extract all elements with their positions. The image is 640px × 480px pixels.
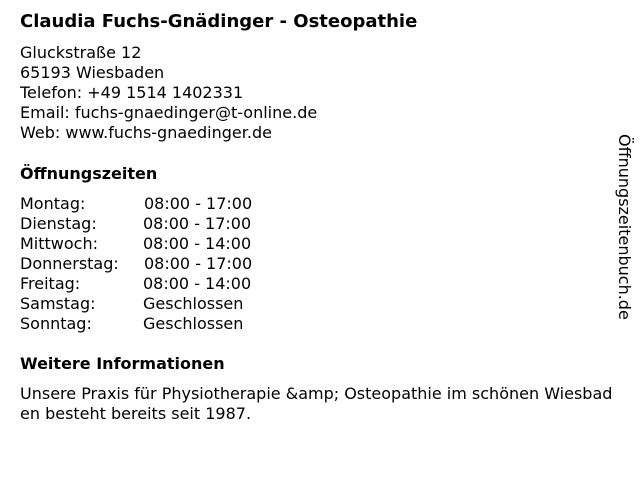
- address-street: Gluckstraße 12: [20, 43, 142, 62]
- hours-day: Samstag:: [20, 294, 96, 313]
- hours-time: 08:00 - 17:00: [144, 254, 253, 273]
- hours-time: 08:00 - 17:00: [143, 214, 252, 233]
- brand-watermark: Öffnungszeitenbuch.de: [615, 134, 634, 320]
- opening-hours-heading: Öffnungszeiten: [20, 164, 158, 183]
- hours-time: 08:00 - 17:00: [144, 194, 253, 213]
- address-city: 65193 Wiesbaden: [20, 63, 165, 82]
- hours-time: Geschlossen: [143, 314, 244, 333]
- hours-day: Dienstag:: [20, 214, 97, 233]
- hours-day: Freitag:: [20, 274, 81, 293]
- email-line: Email: fuchs-gnaedinger@t-online.de: [20, 103, 318, 122]
- more-info-heading: Weitere Informationen: [20, 354, 225, 373]
- hours-time: 08:00 - 14:00: [143, 274, 252, 293]
- page-title: Claudia Fuchs-Gnädinger - Osteopathie: [20, 11, 418, 32]
- hours-day: Montag:: [20, 194, 86, 213]
- hours-day: Sonntag:: [20, 314, 92, 333]
- phone-line: Telefon: +49 1514 1402331: [20, 83, 244, 102]
- hours-day: Mittwoch:: [20, 234, 98, 253]
- web-line: Web: www.fuchs-gnaedinger.de: [20, 123, 272, 142]
- more-info-text: Unsere Praxis für Physiotherapie &amp; Osteopathie im schönen Wiesbaden besteht bereits seit 1987.: [20, 384, 613, 423]
- hours-time: Geschlossen: [143, 294, 244, 313]
- hours-day: Donnerstag:: [20, 254, 119, 273]
- contact-block: [20, 43, 317, 143]
- hours-time: 08:00 - 14:00: [143, 234, 252, 253]
